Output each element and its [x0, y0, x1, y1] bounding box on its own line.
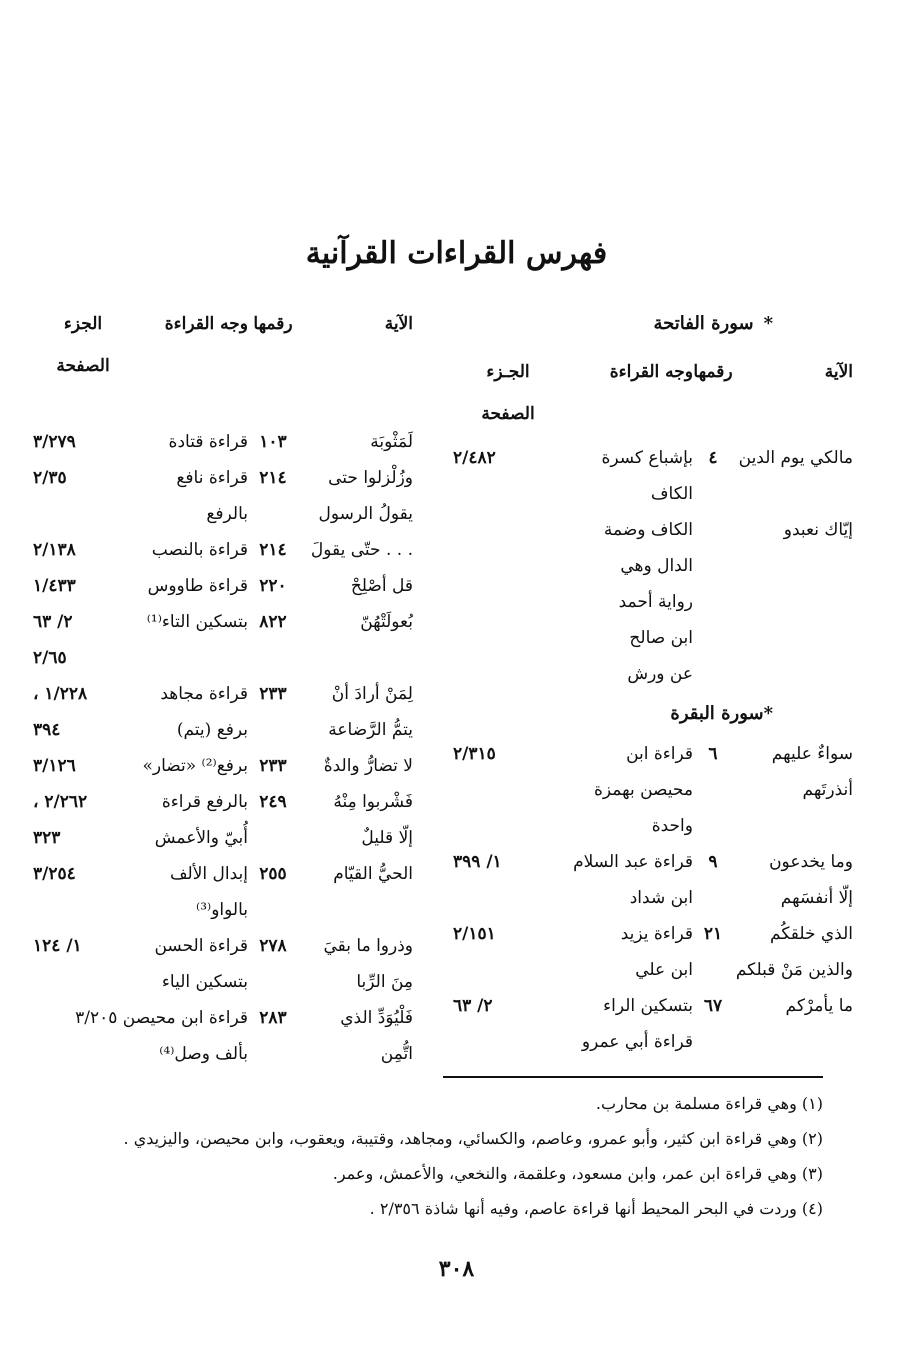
- table-header-page: الصفحة: [481, 404, 535, 424]
- reading-cell-line: الدال وهي: [620, 556, 693, 576]
- reading-cell: [133, 604, 248, 676]
- footnote: (٢) وهي قراءة ابن كثير، وأبو عمرو، وعاصم، والكسائي، ومجاهد، وقتيبة، ويعقوب، وابن محيصن، واليزيدي .: [123, 1129, 823, 1148]
- reading-cell: [563, 916, 693, 988]
- page-ref-cell: [33, 604, 133, 676]
- header-wajh: وجه القراءة: [164, 314, 248, 334]
- ayah-cell-line: أنذرتَهم: [802, 780, 853, 800]
- ayah-cell: [298, 748, 413, 784]
- ayah-cell-line: إيّاك نعبدو: [783, 520, 853, 540]
- reading-cell-line: قراءة أبي عمرو: [581, 1032, 693, 1052]
- reading-cell-line: بتسكين الياء: [161, 972, 248, 992]
- page-ref-cell: [33, 532, 133, 568]
- ayah-number-cell: ٢١٤: [259, 468, 287, 488]
- table-row: [33, 460, 413, 532]
- left-column: [33, 306, 413, 1072]
- reading-cell: [133, 424, 248, 460]
- ayah-number-cell: ٢٢٠: [259, 576, 287, 596]
- reading-cell: [563, 988, 693, 1060]
- page-ref-cell-line: ١/٤٣٣: [33, 576, 76, 596]
- reading-cell-line: قراءة طاووس: [147, 576, 248, 596]
- reading-cell-line: رواية أحمد: [618, 592, 693, 612]
- page-ref-cell: [33, 568, 133, 604]
- reading-cell-line: برفع (يتم): [176, 720, 248, 740]
- ayah-number-cell: ٢٨٣: [259, 1008, 287, 1028]
- footnotes: [43, 1086, 823, 1226]
- ayah-number-cell: ٢٣٣: [259, 756, 287, 776]
- footnote: (٤) وردت في البحر المحيط أنها قراءة عاصم، وفيه أنها شاذة ٢/٣٥٦ .: [369, 1199, 823, 1218]
- page-ref-cell: [33, 784, 133, 856]
- star-icon: *: [763, 703, 773, 724]
- header-num: رقمها: [693, 362, 733, 382]
- ayah-number-cell: ٢٥٥: [259, 864, 287, 884]
- reading-cell: [133, 676, 248, 748]
- reading-cell-line: الكاف وضمة: [603, 520, 693, 540]
- reading-cell: [563, 736, 693, 844]
- page-ref-cell: [33, 1000, 133, 1072]
- table-row: [453, 988, 853, 1060]
- reading-cell-line: واحدة: [651, 816, 693, 836]
- ayah-cell-line: يتمُّ الرَّضاعة: [328, 720, 413, 740]
- page-ref-cell: [33, 856, 133, 928]
- page-ref-cell-line: ٣٢٣: [33, 828, 61, 848]
- table-row: [453, 736, 853, 844]
- page-ref-cell: [453, 512, 563, 692]
- ayah-cell: [298, 460, 413, 532]
- ayah-number-cell: ٢١٤: [259, 540, 287, 560]
- ayah-cell: [298, 1000, 413, 1072]
- ayah-cell-line: فَلْيُوَدِّ الذي: [340, 1008, 413, 1028]
- ayah-cell-line: . . . حتّى يقولَ: [310, 540, 413, 560]
- reading-cell: [133, 460, 248, 532]
- reading-cell-line: بتسكين التاء⁽¹⁾: [146, 612, 248, 632]
- reading-cell: [563, 512, 693, 692]
- header-num: رقمها: [253, 314, 293, 334]
- ayah-cell: [733, 736, 853, 844]
- page-ref-cell-line: ٣/١٢٦: [33, 756, 76, 776]
- ayah-cell-line: إلّا أنفسَهم: [780, 888, 853, 908]
- ayah-cell: [298, 424, 413, 460]
- ayah-number-cell: ٤: [708, 448, 718, 468]
- ayah-cell-line: يقولُ الرسول: [318, 504, 413, 524]
- ayah-cell: [298, 784, 413, 856]
- page-ref-cell: ١/ ٣٩٩: [453, 852, 502, 872]
- reading-cell: [75, 1000, 248, 1072]
- surah-heading-fatiha: *سورة الفاتحة: [653, 313, 773, 334]
- table-row: [453, 512, 853, 692]
- page-ref-cell-line: ٣٩٤: [33, 720, 61, 740]
- ayah-cell-line: لا تضارُّ والدةٌ: [323, 756, 413, 776]
- fatiha-rows: [453, 440, 853, 692]
- baqara-rows: [453, 736, 853, 1060]
- reading-cell: [563, 844, 693, 916]
- page-ref-cell-line: ٣/٢٥٤: [33, 864, 76, 884]
- ayah-cell: [298, 928, 413, 1000]
- table-row: [33, 604, 413, 676]
- table-header: [33, 306, 413, 346]
- ayah-cell-line: لِمَنْ أرادَ أنْ: [331, 684, 413, 704]
- reading-cell-line: ابن شداد: [629, 888, 693, 908]
- reading-cell-line: قراءة ابن محيصن ٣/٢٠٥: [75, 1008, 248, 1028]
- page-ref-cell: [33, 748, 133, 784]
- reading-cell-line: قراءة بالنصب: [151, 540, 248, 560]
- page-ref-cell-line: ٢/٢٦٢ ،: [33, 792, 88, 812]
- ayah-cell: [733, 844, 853, 916]
- ayah-number-cell: ٦٧: [703, 996, 723, 1016]
- page-title: فهرس القراءات القرآنية: [305, 236, 608, 271]
- ayah-cell-line: وذروا ما بقيَ: [323, 936, 413, 956]
- ayah-cell-line: الذي خلقكُم: [770, 924, 853, 944]
- table-row: [33, 748, 413, 784]
- header-juz: الجـزء: [486, 362, 530, 382]
- header-ayah: الآية: [384, 314, 413, 334]
- ayah-cell-line: وما يخدعون: [769, 852, 853, 872]
- footnote: (٣) وهي قراءة ابن عمر، وابن مسعود، وعلقمة، والنخعي، والأعمش، وعمر.: [332, 1164, 823, 1183]
- ayah-cell: [298, 532, 413, 568]
- reading-cell: [133, 784, 248, 856]
- header-wajh: وجه القراءة: [609, 362, 693, 382]
- page-ref-cell-line: ٢/٣٥: [33, 468, 67, 488]
- reading-cell-line: إبدال الألف: [169, 864, 248, 884]
- reading-cell-line: بالرفع: [206, 504, 248, 524]
- ayah-number-cell: ٢٣٣: [259, 684, 287, 704]
- ayah-cell: [298, 568, 413, 604]
- ayah-cell-line: لَمَثْوبَة: [370, 432, 413, 452]
- reading-cell-line: بإشباع كسرة: [601, 448, 693, 468]
- reading-cell-line: بألف وصل⁽⁴⁾: [159, 1044, 248, 1064]
- ayah-number-cell: ٢٧٨: [259, 936, 287, 956]
- reading-cell: [133, 928, 248, 1000]
- page-ref-cell-line: ٢/ ٦٣: [33, 612, 73, 632]
- ayah-cell: [733, 512, 853, 692]
- table-row: [33, 568, 413, 604]
- star-icon: *: [763, 313, 773, 334]
- reading-cell: [563, 440, 693, 512]
- table-row: [33, 676, 413, 748]
- table-row: [33, 856, 413, 928]
- table-header: [453, 354, 853, 394]
- reading-cell: [133, 856, 248, 928]
- table-row: [33, 1000, 413, 1072]
- ayah-cell-line: وزُلْزلوا حتى: [328, 468, 413, 488]
- page-ref-cell: ٢/ ٦٣: [453, 996, 493, 1016]
- reading-cell: [133, 532, 248, 568]
- reading-cell-line: ابن صالح: [629, 628, 693, 648]
- table-row: [453, 844, 853, 916]
- page-ref-cell-line: ١/ ١٢٤: [33, 936, 82, 956]
- reading-cell-line: بتسكين الراء: [603, 996, 693, 1016]
- table-row: [453, 440, 853, 512]
- footnote: (١) وهي قراءة مسلمة بن محارب.: [595, 1094, 823, 1113]
- ayah-number-cell: ٩: [708, 852, 718, 872]
- ayah-cell: [733, 916, 853, 988]
- reading-cell-line: عن ورش: [627, 664, 693, 684]
- page-ref-cell: ٢/١٥١: [453, 924, 496, 944]
- ayah-cell-line: إلّا قليلٌ: [361, 828, 413, 848]
- ayah-cell-line: والذين مَنْ قبلكم: [735, 960, 853, 980]
- reading-cell-line: برفع⁽²⁾ «تضار»: [142, 756, 248, 776]
- ayah-number-cell: ٢١: [703, 924, 723, 944]
- header-ayah: الآية: [824, 362, 853, 382]
- ayah-cell: [298, 676, 413, 748]
- ayah-number-cell: [693, 512, 733, 692]
- ayah-number-cell: ١٠٣: [259, 432, 287, 452]
- page-ref-cell: [33, 424, 133, 460]
- reading-cell-line: قراءة يزيد: [620, 924, 693, 944]
- ayah-cell-line: ما يأمرْكم: [785, 996, 853, 1016]
- table-row: [33, 784, 413, 856]
- reading-cell-line: ابن علي: [635, 960, 693, 980]
- ayah-cell-line: سواءٌ عليهم: [771, 744, 853, 764]
- right-column: [453, 306, 853, 1060]
- table-row: [33, 532, 413, 568]
- ayah-cell-line: اتُّمِن: [380, 1044, 413, 1064]
- page-ref-cell-line: ٢/٦٥: [33, 648, 67, 668]
- page-ref-cell: ٢/٣١٥: [453, 744, 496, 764]
- ayah-cell-line: قل أصْلِحْ: [350, 576, 413, 596]
- reading-cell-line: بالرفع قراءة: [161, 792, 248, 812]
- reading-cell-line: قراءة نافع: [176, 468, 248, 488]
- ayah-number-cell: ٢٤٩: [259, 792, 287, 812]
- page-ref-cell: ٢/٤٨٢: [453, 448, 496, 468]
- page-ref-cell: [33, 460, 133, 532]
- table-row: [453, 916, 853, 988]
- table-row: [33, 424, 413, 460]
- surah-heading-baqara: *سورة البقرة: [670, 703, 773, 724]
- ayah-cell-line: بُعولَتْهُنّ: [360, 612, 413, 632]
- ayah-number-cell: ٦: [708, 744, 718, 764]
- reading-cell-line: قراءة ابن: [626, 744, 693, 764]
- reading-cell-line: الكاف: [650, 484, 693, 504]
- ayah-cell-line: مِنَ الرِّبا: [356, 972, 413, 992]
- page-number: ٣٠٨: [438, 1256, 475, 1282]
- footnote-divider: [443, 1076, 823, 1078]
- table-row: [33, 928, 413, 1000]
- page-ref-cell-line: ٣/٢٧٩: [33, 432, 76, 452]
- ayah-cell: [298, 604, 413, 676]
- table-header-page: الصفحة: [56, 356, 110, 376]
- left-rows: [33, 424, 413, 1072]
- ayah-cell-line: مالكي يوم الدين: [738, 448, 853, 468]
- reading-cell-line: قراءة مجاهد: [160, 684, 248, 704]
- reading-cell: [133, 568, 248, 604]
- reading-cell-line: قراءة عبد السلام: [573, 852, 693, 872]
- ayah-cell-line: الحيُّ القيّام: [333, 864, 413, 884]
- reading-cell-line: قراءة قتادة: [168, 432, 248, 452]
- ayah-cell: [298, 856, 413, 928]
- ayah-cell: [733, 988, 853, 1060]
- ayah-number-cell: ٨٢٢: [259, 612, 287, 632]
- reading-cell-line: محيصن بهمزة: [594, 780, 693, 800]
- ayah-cell-line: فَشْربوا مِنْهُ: [333, 792, 413, 812]
- reading-cell: [133, 748, 248, 784]
- reading-cell-line: قراءة الحسن: [154, 936, 248, 956]
- page-ref-cell: [33, 928, 133, 1000]
- page-ref-cell: [33, 676, 133, 748]
- reading-cell-line: أُبيّ والأعمش: [154, 828, 248, 848]
- page-ref-cell-line: ٢/١٣٨: [33, 540, 76, 560]
- page-ref-cell-line: ١/٢٢٨ ،: [33, 684, 88, 704]
- ayah-cell: [733, 440, 853, 512]
- reading-cell-line: بالواو⁽³⁾: [196, 900, 248, 920]
- header-juz: الجزء: [63, 314, 103, 334]
